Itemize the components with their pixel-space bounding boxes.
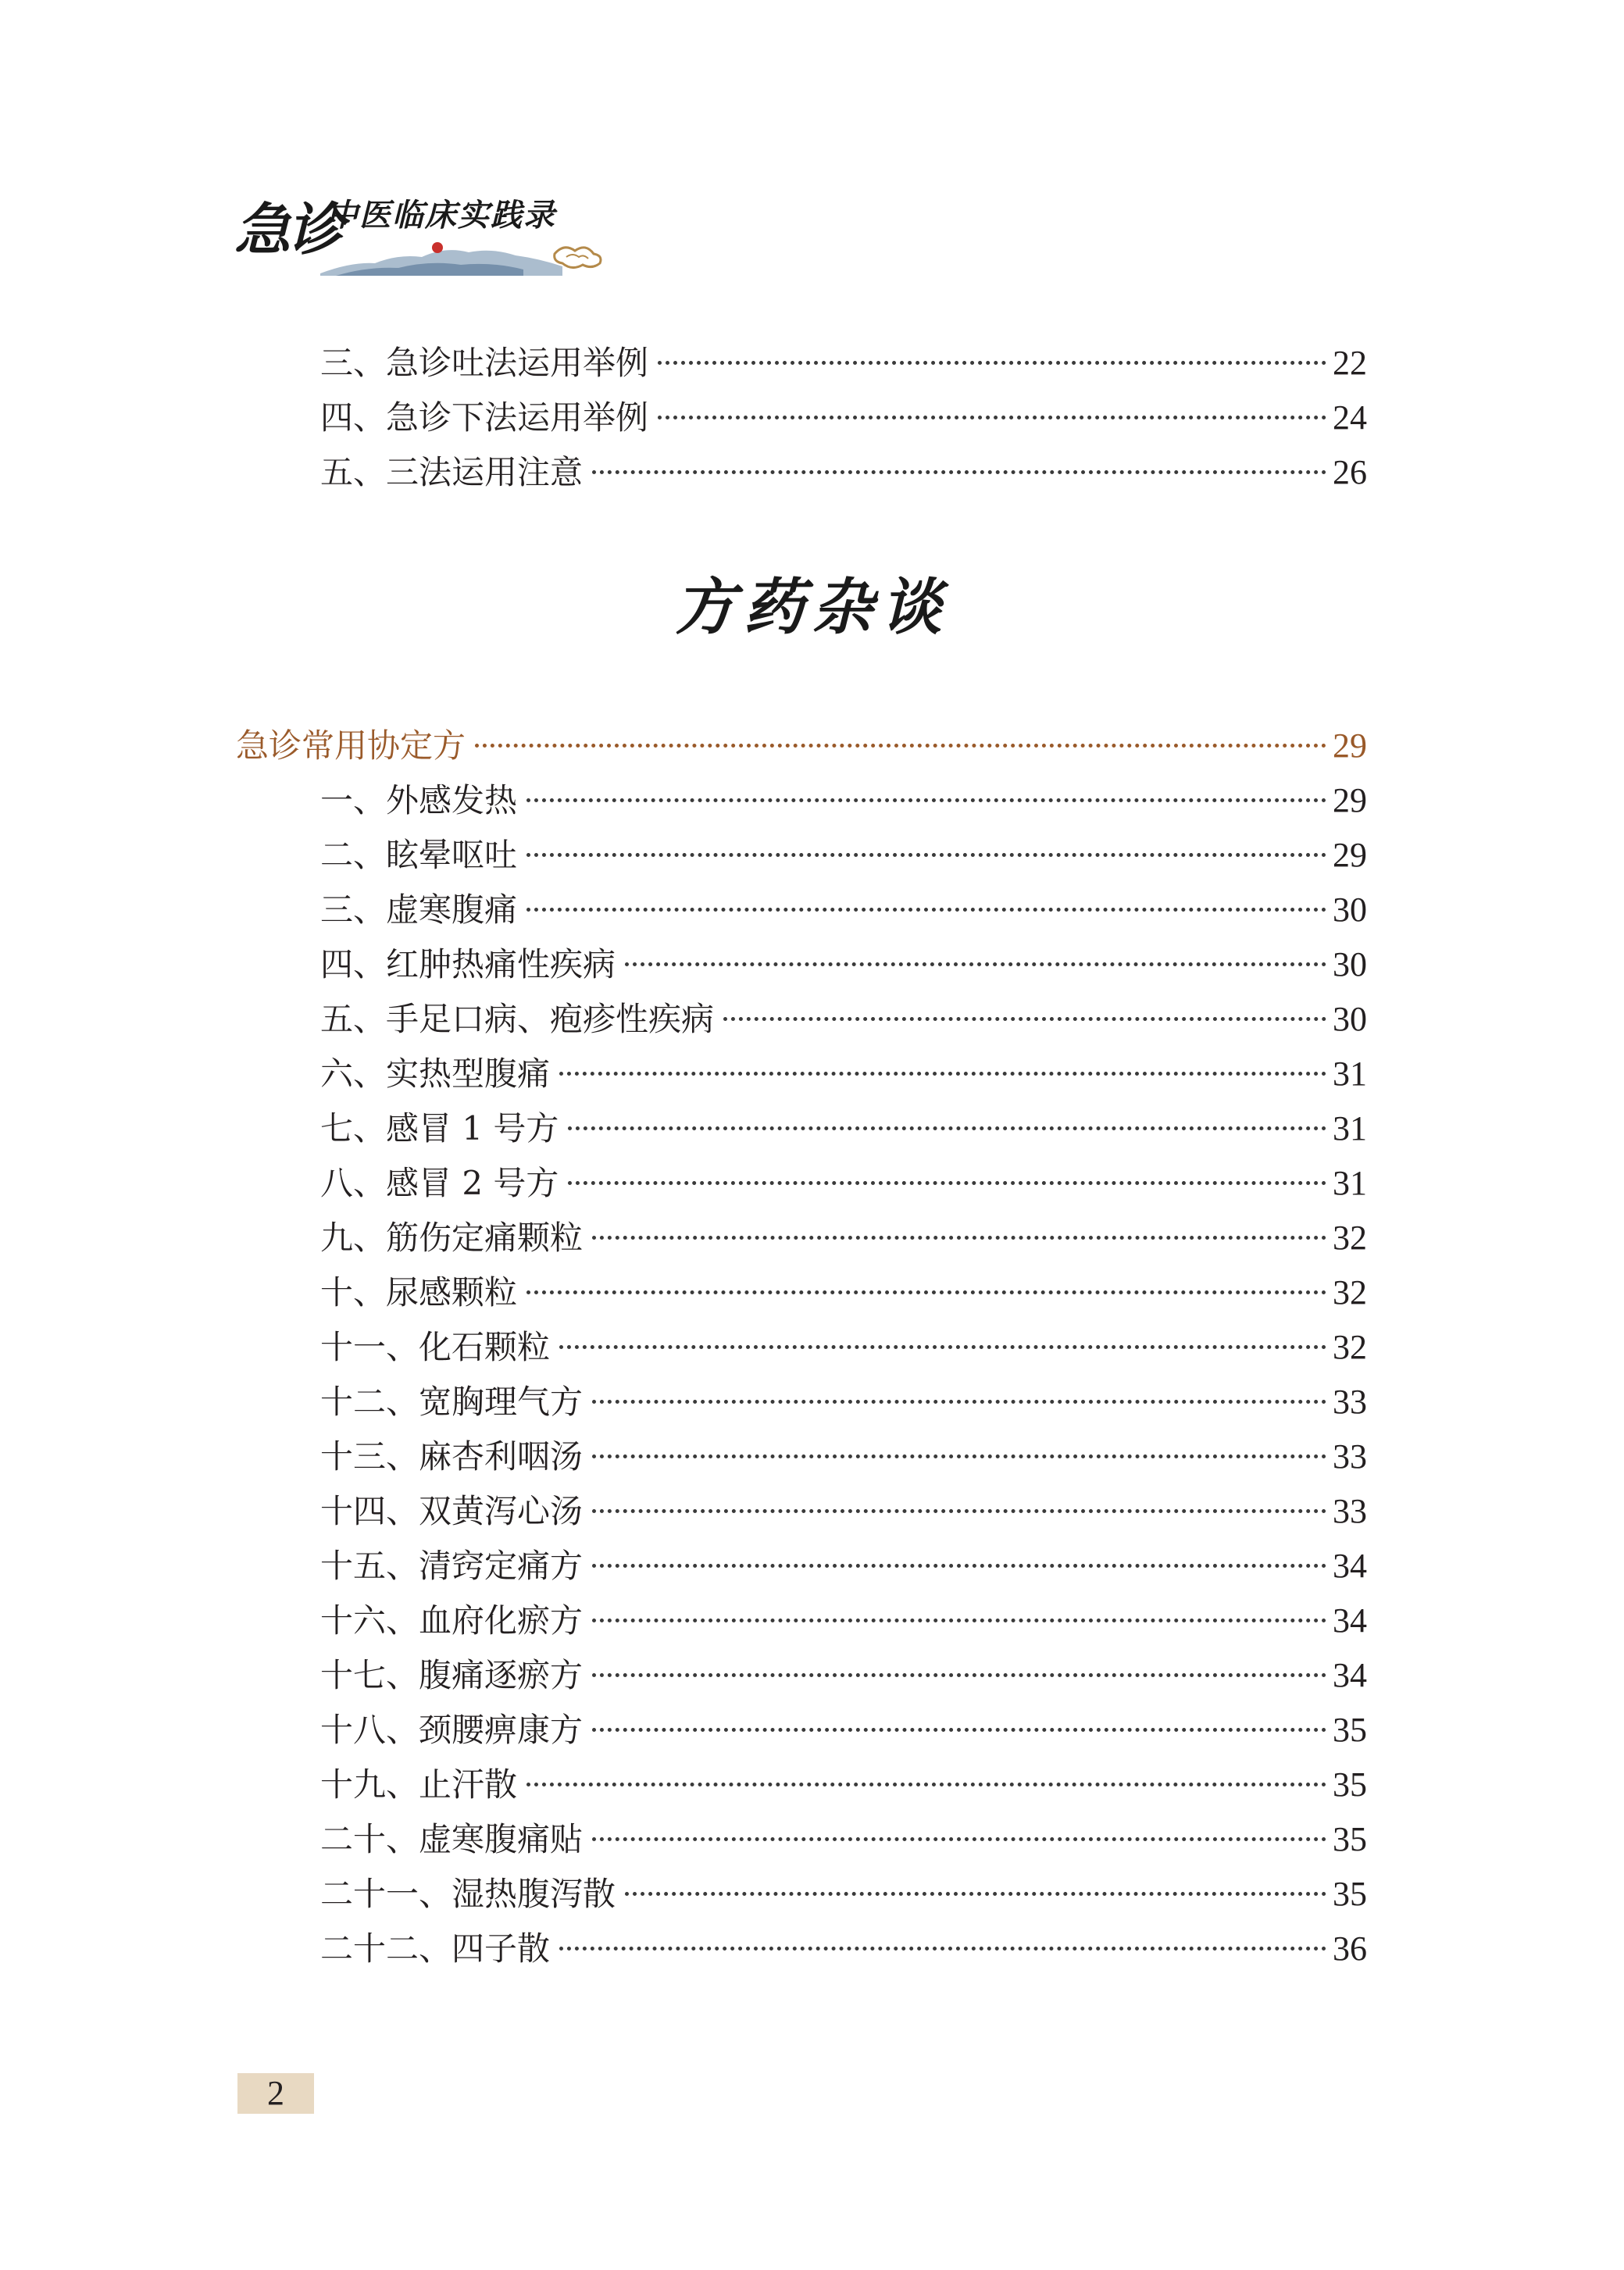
toc-entry-page: 30 [1333, 891, 1367, 929]
toc-leader-dots [592, 1509, 1326, 1513]
toc-chapter-page: 29 [1333, 726, 1367, 765]
toc-entry-label: 三、急诊吐法运用举例 [320, 344, 649, 382]
toc-entry[interactable] [320, 1758, 1367, 1812]
toc-leader-dots [592, 1454, 1326, 1458]
toc-entry-label: 二十一、湿热腹泻散 [320, 1875, 616, 1913]
toc-entry[interactable] [320, 1539, 1367, 1594]
toc-leader-dots [592, 1400, 1326, 1404]
toc-entry[interactable] [320, 336, 1367, 391]
logo-title-large: 急诊 [234, 196, 341, 262]
toc-leader-dots [625, 962, 1326, 966]
toc-entry[interactable] [320, 828, 1367, 883]
toc-entry-label: 八、感冒 2 号方 [320, 1164, 559, 1202]
toc-entry[interactable] [320, 992, 1367, 1047]
toc-leader-dots [526, 853, 1326, 857]
toc-leader-dots [592, 1728, 1326, 1732]
toc-entry-label: 十九、止汗散 [320, 1765, 518, 1804]
toc-entry-label: 六、实热型腹痛 [320, 1055, 551, 1093]
toc-leader-dots [658, 416, 1326, 419]
toc-entry-page: 35 [1333, 1765, 1367, 1804]
toc-leader-dots [592, 1837, 1326, 1841]
toc-leader-dots [592, 1619, 1326, 1622]
toc-entry-label: 一、外感发热 [320, 781, 518, 819]
toc-entry-page: 31 [1333, 1164, 1367, 1202]
toc-entry-label: 五、三法运用注意 [320, 453, 584, 491]
header-logo [234, 187, 609, 289]
toc-leader-dots [592, 1673, 1326, 1677]
toc-entry-page: 31 [1333, 1055, 1367, 1093]
toc-entry[interactable] [320, 1101, 1367, 1156]
toc-entry-page: 35 [1333, 1820, 1367, 1858]
toc-entry-page: 32 [1333, 1273, 1367, 1312]
toc-entry-page: 29 [1333, 836, 1367, 874]
toc-entry-label: 二十、虚寒腹痛贴 [320, 1820, 584, 1858]
toc-entry-label: 十一、化石颗粒 [320, 1328, 551, 1366]
toc-leader-dots [559, 1947, 1326, 1951]
toc-entry[interactable] [320, 1922, 1367, 1976]
toc-entry[interactable] [320, 1703, 1367, 1758]
toc-entry-label: 十三、麻杏利咽汤 [320, 1437, 584, 1476]
toc-entry-page: 29 [1333, 781, 1367, 819]
toc-entry[interactable] [320, 1594, 1367, 1648]
toc-entry-label: 十五、清窍定痛方 [320, 1547, 584, 1585]
toc-leader-dots [559, 1345, 1326, 1349]
toc-entry[interactable] [320, 1867, 1367, 1922]
toc-entry[interactable] [320, 1265, 1367, 1320]
toc-entry-page: 35 [1333, 1711, 1367, 1749]
toc-entry-page: 30 [1333, 1000, 1367, 1038]
toc-entry-label: 十七、腹痛逐瘀方 [320, 1656, 584, 1694]
toc-entry[interactable] [320, 1812, 1367, 1867]
toc-entry[interactable] [320, 1648, 1367, 1703]
toc-entry-page: 35 [1333, 1875, 1367, 1913]
mountain-cloud-icon [320, 230, 609, 277]
toc-entry-page: 26 [1333, 453, 1367, 491]
toc-leader-dots [526, 1290, 1326, 1294]
toc-leader-dots [526, 1783, 1326, 1786]
toc-entry-label: 五、手足口病、疱疹性疾病 [320, 1000, 715, 1038]
toc-entry-page: 24 [1333, 398, 1367, 437]
toc-entry-label: 二、眩晕呕吐 [320, 836, 518, 874]
toc-entry[interactable] [320, 883, 1367, 937]
section-title: 方药杂谈 [674, 573, 950, 643]
toc-leader-dots [475, 744, 1326, 748]
toc-entry[interactable] [320, 1047, 1367, 1101]
toc-entry-page: 32 [1333, 1328, 1367, 1366]
toc-entry-label: 二十二、四子散 [320, 1929, 551, 1968]
toc-entry-label: 九、筋伤定痛颗粒 [320, 1219, 584, 1257]
toc-leader-dots [526, 908, 1326, 912]
toc-entry[interactable] [320, 1156, 1367, 1211]
toc-entry-label: 四、急诊下法运用举例 [320, 398, 649, 437]
toc-entry-page: 33 [1333, 1492, 1367, 1530]
toc-leader-dots [625, 1892, 1326, 1896]
toc-entry-page: 34 [1333, 1547, 1367, 1585]
toc-leader-dots [568, 1181, 1326, 1185]
toc-entry-label: 十八、颈腰痹康方 [320, 1711, 584, 1749]
toc-entry[interactable] [320, 1320, 1367, 1375]
toc-entry[interactable] [320, 1375, 1367, 1429]
toc-chapter-label: 急诊常用协定方 [236, 726, 466, 765]
toc-entry-label: 十二、宽胸理气方 [320, 1383, 584, 1421]
toc-entry-page: 33 [1333, 1383, 1367, 1421]
toc-entry-label: 三、虚寒腹痛 [320, 891, 518, 929]
toc-entry-page: 32 [1333, 1219, 1367, 1257]
toc-leader-dots [568, 1126, 1326, 1130]
toc-leader-dots [592, 1564, 1326, 1568]
toc-entry-label: 十六、血府化瘀方 [320, 1601, 584, 1640]
toc-leader-dots [592, 1236, 1326, 1240]
toc-entry-label: 十四、双黄泻心汤 [320, 1492, 584, 1530]
toc-entry-page: 36 [1333, 1929, 1367, 1968]
toc-entry[interactable] [320, 1484, 1367, 1539]
toc-entry-page: 22 [1333, 344, 1367, 382]
toc-chapter-entry[interactable] [236, 719, 1367, 773]
toc-entry-page: 30 [1333, 945, 1367, 983]
toc-entry-label: 十、尿感颗粒 [320, 1273, 518, 1312]
toc-entry[interactable] [320, 445, 1367, 500]
toc-entry-page: 34 [1333, 1656, 1367, 1694]
toc-leader-dots [592, 470, 1326, 474]
toc-entry[interactable] [320, 1429, 1367, 1484]
toc-entry-label: 七、感冒 1 号方 [320, 1109, 559, 1147]
toc-entry[interactable] [320, 1211, 1367, 1265]
toc-leader-dots [723, 1017, 1326, 1021]
toc-leader-dots [559, 1072, 1326, 1076]
toc-leader-dots [658, 361, 1326, 365]
toc-entry-page: 31 [1333, 1109, 1367, 1147]
toc-entry-page: 34 [1333, 1601, 1367, 1640]
toc-entry-page: 33 [1333, 1437, 1367, 1476]
page-number: 2 [237, 2073, 314, 2114]
toc-leader-dots [526, 798, 1326, 802]
toc-entry[interactable] [320, 937, 1367, 992]
toc-entry-label: 四、红肿热痛性疾病 [320, 945, 616, 983]
toc-entry[interactable] [320, 773, 1367, 828]
toc-entry[interactable] [320, 391, 1367, 445]
logo-title-small: 中医临床实践录 [327, 197, 556, 234]
